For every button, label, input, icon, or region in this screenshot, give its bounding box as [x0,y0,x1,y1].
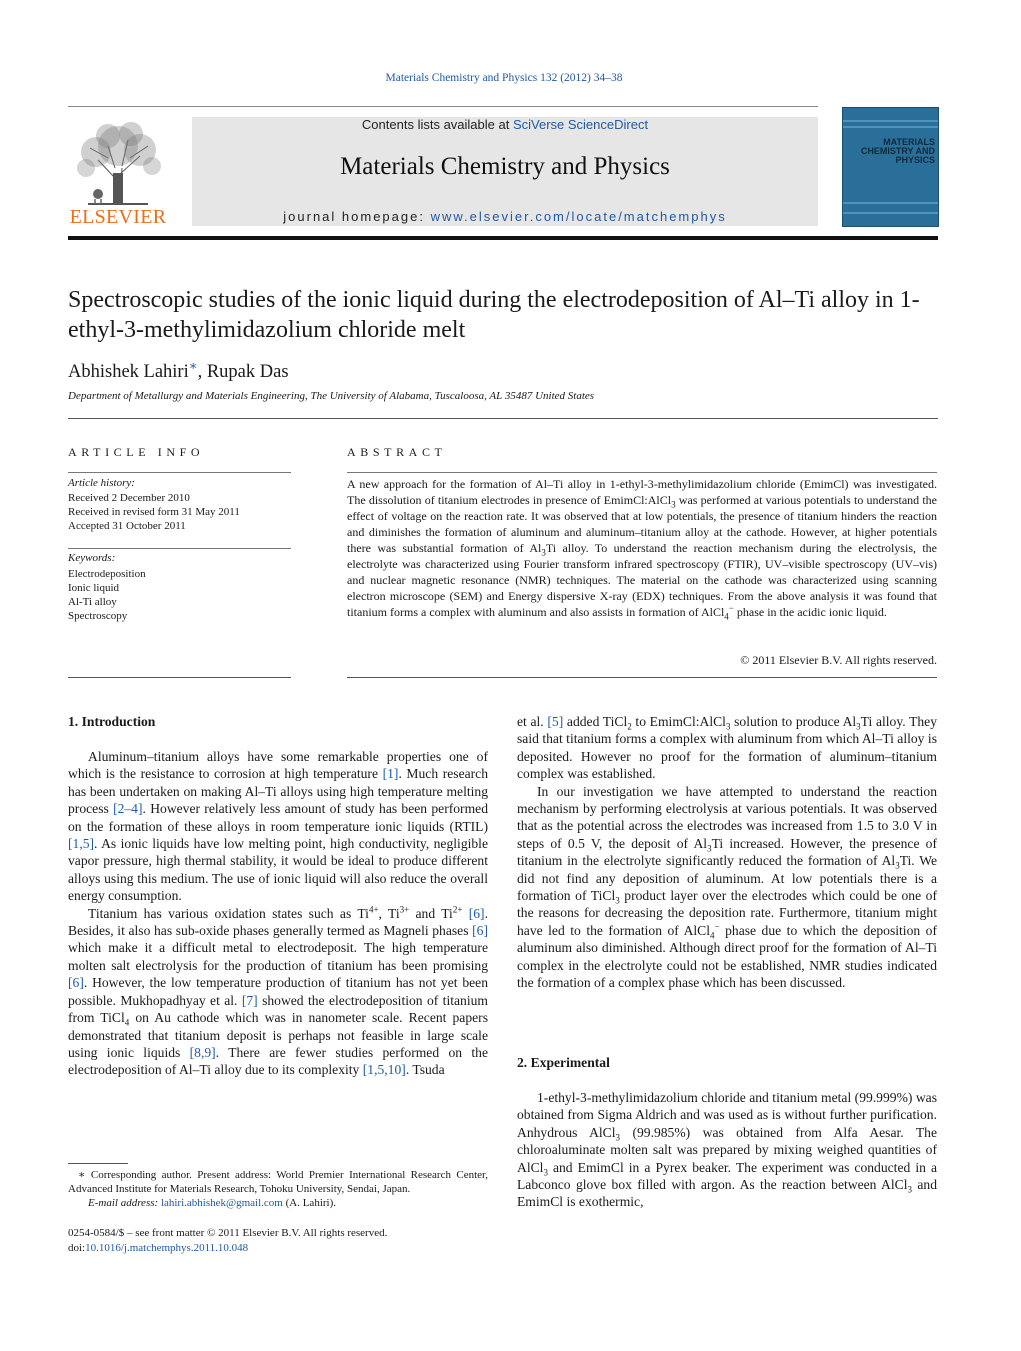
keyword-item: Electrodeposition [68,568,146,580]
article-history-label: Article history: [68,477,135,489]
author-affiliation: Department of Metallurgy and Materials Engineering, The University of Alabama, Tuscaloosa, AL 35487 United States [68,390,595,402]
header-rule [68,106,818,107]
footnote-mark: ∗ [78,1169,86,1181]
title-block-rule [68,418,938,419]
author-name: Abhishek Lahiri [68,362,189,383]
keyword-item: Ionic liquid [68,582,120,594]
citation-link[interactable]: [1,5,10] [362,1062,406,1078]
article-info-heading: ARTICLE INFO [68,445,205,459]
body-column-left [68,748,488,1079]
footnote-rule [68,1163,128,1164]
citation-link[interactable]: [6] [68,975,84,991]
abstract-heading: ABSTRACT [347,445,447,459]
citation-link[interactable]: [1,5] [68,836,95,852]
corresponding-author-footnote [68,1168,488,1210]
paragraph: In our investigation we have attempted to understand the reaction mechanism by performing electrolysis at various potentials. It was observed that as the potential across the electrodes was increased from 1.5 to 3.0 V in steps of 0.5 V, the deposit of $Al_3Ti$ increased. However, the presence of titanium in the electrolyte significantly reduced the formation of $Al_3Ti$. We did not find any deposition of aluminum. At low potentials there is a formation of TiCl$_3$ product layer over the electrodes which could be one of the reasons for decreasing the deposition rate. Furthermore, titanium might have led to the formation of AlCl$_4$− phase due to which the deposition of aluminum also diminished. Although direct proof for the formation of Al–Ti complex in the electrolyte could not be established, NMR studies indicated the formation of a complex phase which has been discussed. [517,783,937,991]
contents-availability [192,117,818,132]
divider [68,548,291,549]
author-list [68,358,668,383]
article-title: Spectroscopic studies of the ionic liquid during the electrodeposition of Al–Ti alloy in 1-ethyl-3-methylimidazolium chloride melt [68,287,920,343]
author-separator: , [197,362,207,383]
keyword-item: Spectroscopy [68,610,128,622]
keywords-label: Keywords: [68,552,116,564]
article-history [68,491,291,533]
cover-title: MATERIALS CHEMISTRY AND PHYSICS [860,137,935,165]
footnote-text: Corresponding author. Present address: World Premier International Research Center, Advanced Institute for Materials Research, Tohoku University, Sendai, Japan. [68,1169,488,1195]
corresponding-author-mark[interactable]: ∗ [188,358,198,373]
doi-prefix: doi: [68,1242,86,1254]
keyword-item: Al-Ti alloy [68,596,117,608]
journal-title: Materials Chemistry and Physics [340,153,670,180]
citation-link[interactable]: [7] [241,992,258,1008]
email-link[interactable]: lahiri.abhishek@gmail.com [160,1197,283,1209]
citation-link[interactable]: [5] [547,714,564,729]
section-heading-introduction: 1. Introduction [68,714,156,729]
divider [347,472,937,473]
history-item: Received in revised form 31 May 2011 [68,506,240,518]
citation-link[interactable]: [1] [382,766,399,782]
body-column-right [517,713,937,992]
journal-homepage [192,209,818,224]
header-thick-rule [68,236,938,240]
section-heading-experimental: 2. Experimental [517,1055,610,1070]
history-item: Accepted 31 October 2011 [68,520,186,532]
copyright-notice: © 2011 Elsevier B.V. All rights reserved. [740,653,937,667]
citation-link[interactable]: [2–4] [113,801,143,817]
email-label: E-mail address: [88,1197,159,1209]
paragraph: Titanium has various oxidation states such as $Ti^{4+}$, $Ti^{3+}$ and $Ti^{2+}$ [6]. Besides, it also has sub-oxide phases generally termed as Magneli phases [6] which make it a difficult metal to electrodeposit. The high temperature molten salt electrolysis for the production of titanium has been promising [6]. However, the low temperature production of titanium has not yet been possible. Mukhopadhyay et al. [7] showed the electrodeposition of titanium from TiCl$_4$ on Au cathode which was in nanometer scale. Recent papers demonstrated that titanium deposit is perhaps not feasible in large scale using ionic liquids [8,9]. There are fewer studies performed on the electrodeposition of Al–Ti alloy due to its complexity [1,5,10]. Tsuda [68,904,488,1078]
journal-citation[interactable]: Materials Chemistry and Physics 132 (2012) 34–38 [385,72,623,84]
homepage-link[interactable]: www.elsevier.com/locate/matchemphys [430,209,727,224]
history-item: Received 2 December 2010 [68,492,190,504]
body-column-right-experimental [517,1089,937,1211]
paragraph: Aluminum–titanium alloys have some remarkable properties one of which is the resistance to corrosion at high temperature [1]. Much research has been undertaken on making Al–Ti alloys using high temperature melting process [2–4]. However relatively less amount of study has been performed on the formation of these alloys in room temperature ionic liquids (RTIL) [1,5]. As ionic liquids have low melting point, high conductivity, negligible vapor pressure, high thermal stability, it would be ideal to produce different alloys using this medium. The use of ionic liquid will also reduce the overall energy consumption. [68,749,488,904]
email-suffix: (A. Lahiri). [282,1197,337,1209]
citation-link[interactable]: [6] [472,923,488,939]
publisher-wordmark: ELSEVIER [69,206,167,228]
abstract-text: A new approach for the formation of Al–Ti alloy in 1-ethyl-3-methylimidazolium chloride (EmimCl) was investigated. The dissolution of titanium electrodes in presence of EmimCl:AlCl$_3$ was performed at various potentials to understand the effect of voltage on the reaction rate. It was observed that at low potentials, the presence of titanium hinders the reaction and diminishes the formation of aluminum and aluminum–titanium alloy at the cathode. However, at higher potentials there was substantial formation of $Al_3Ti$ alloy. To understand the reaction mechanism during the electrolysis, the electrolyte was characterized using Fourier transform infrared spectroscopy (FTIR), UV–visible spectroscopy (UV–vis) and nuclear magnetic resonance (NMR) techniques. The material on the cathode was characterized using scanning electron microscope (SEM) and Energy dispersive X-ray (EDX) techniques. From the above analysis it was found that titanium forms a complex with aluminum and also assists in formation of AlCl$_4$− phase in the acidic ionic liquid. [347,477,937,622]
page-footer [68,1226,488,1256]
citation-link[interactable]: [8,9] [189,1044,216,1060]
homepage-prefix: journal homepage: [283,209,431,224]
author-name: Rupak Das [206,362,289,383]
sciencedirect-link[interactable]: SciVerse ScienceDirect [512,117,649,132]
citation-link[interactable]: [6] [468,905,485,921]
issn-line: 0254-0584/$ – see front matter © 2011 Elsevier B.V. All rights reserved. [68,1227,388,1239]
paragraph: 1-ethyl-3-methylimidazolium chloride and titanium metal (99.999%) was obtained from Sigma Aldrich and was used as is without further purification. Anhydrous AlCl$_3$ (99.985%) was obtained from Alfa Aesar. The chloroaluminate molten salt was prepared by mixing weighed quantities of AlCl$_3$ and EmimCl in a Pyrex beaker. The experiment was conducted in a Labconco glove box filled with argon. As the reaction between AlCl$_3$ and EmimCl is exothermic, [517,1090,937,1210]
divider [347,677,937,678]
journal-cover-thumbnail[interactable] [842,107,939,227]
contents-prefix: Contents lists available at [361,117,513,132]
divider [68,677,291,678]
divider [68,472,291,473]
keywords-list [68,567,291,623]
doi-line [68,1241,488,1256]
paragraph: et al. [5] added TiCl$_2$ to EmimCl:AlCl$_3$ solution to produce $Al_3Ti$ alloy. They said that titanium forms a complex with aluminum from which Al–Ti alloy is deposited. However no proof for the formation of aluminum–titanium complex was established. [517,714,938,782]
doi-link[interactable]: 10.1016/j.matchemphys.2011.10.048 [85,1242,249,1254]
